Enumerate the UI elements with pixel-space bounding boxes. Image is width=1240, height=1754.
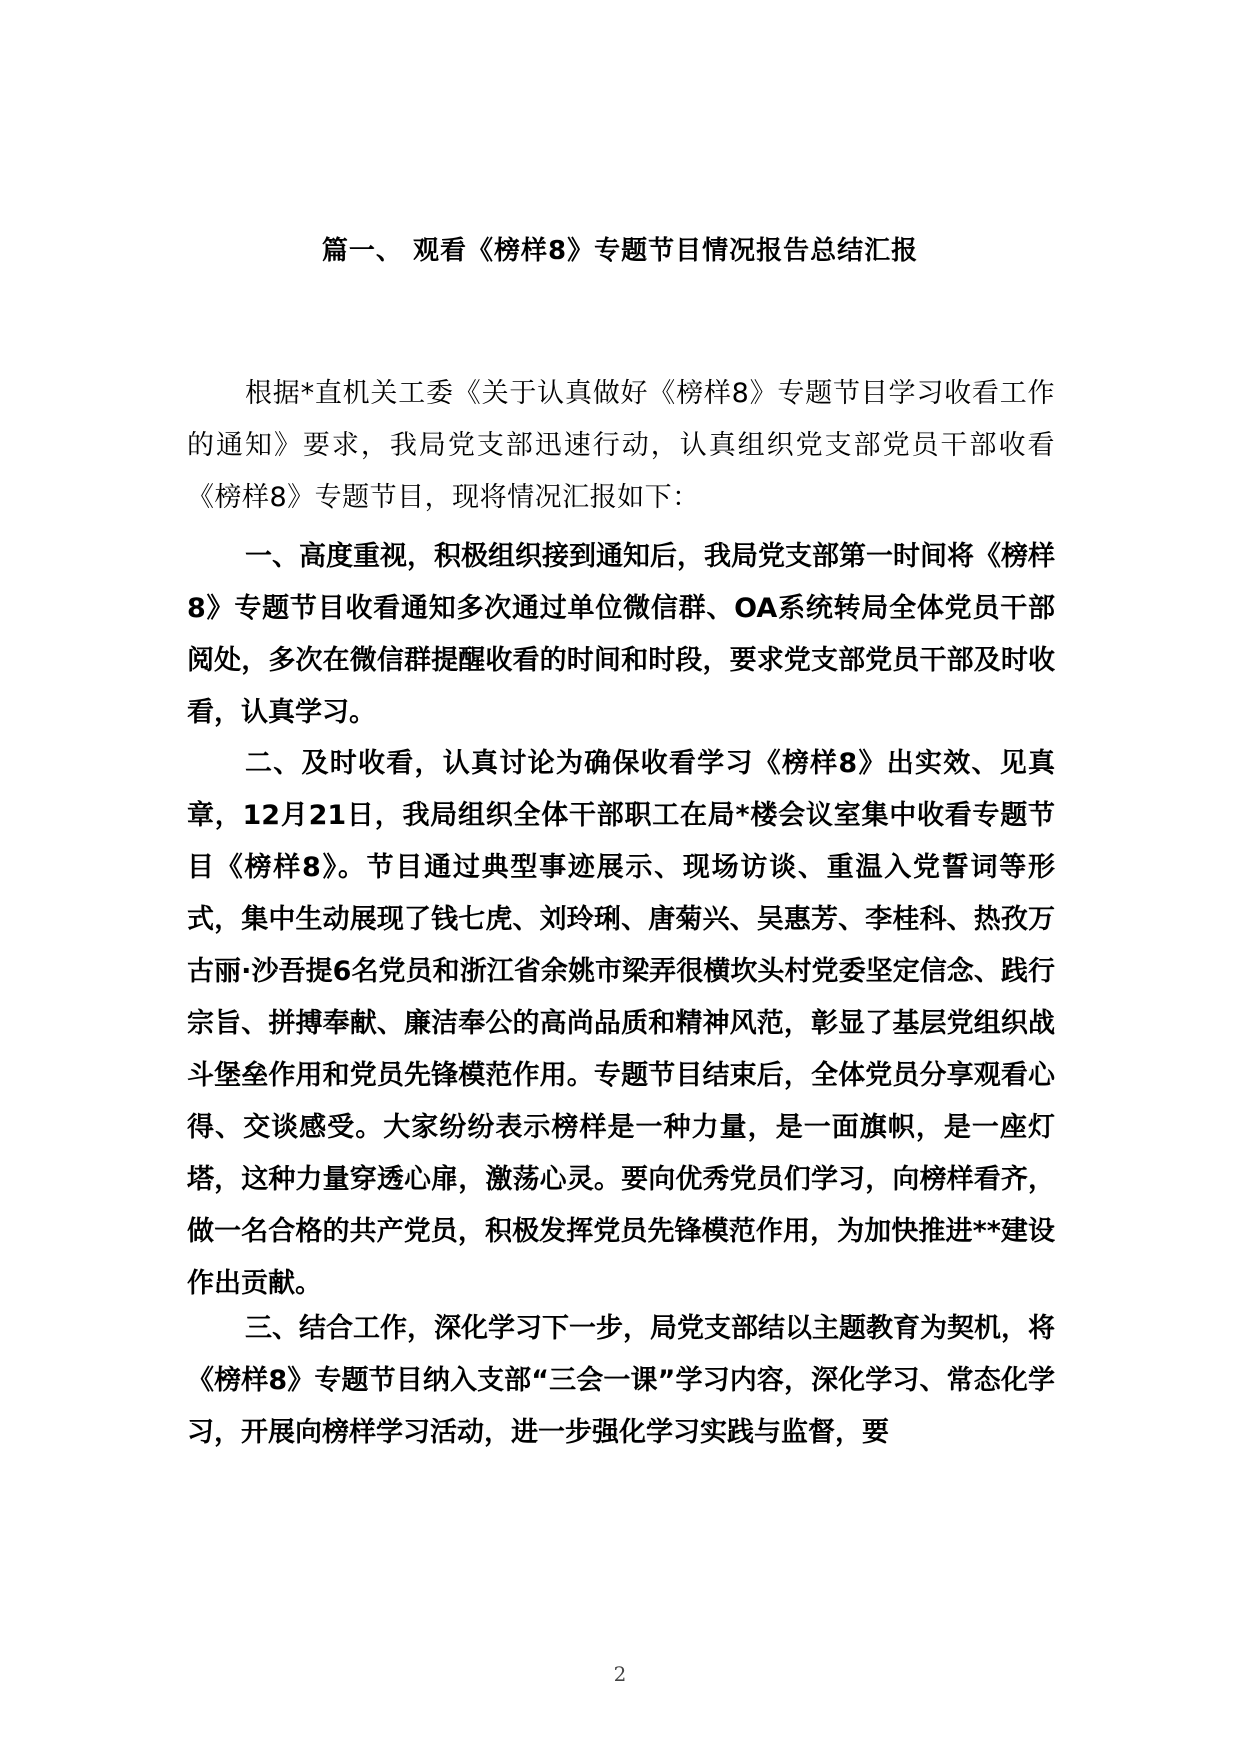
page-number: 2 (613, 1662, 627, 1686)
paragraph-intro: 根据*直机关工委《关于认真做好《榜样8》专题节目学习收看工作的通知》要求，我局党支部迅速行动，认真组织党支部党员干部收看《榜样8》专题节目，现将情况汇报如下： (187, 378, 1055, 513)
paragraph-section-2: 二、及时收看，认真讨论为确保收看学习《榜样8》出实效、见真章，12月21日，我局组织全体干部职工在局*楼会议室集中收看专题节目《榜样8》。节目通过典型事迹展示、现场访谈、重温入党誓词等形式，集中生动展现了钱七虎、刘玲琍、唐菊兴、吴惠芳、李桂科、热孜万古丽·沙吾提6名党员和浙江省余姚市梁弄很横坎头村党委坚定信念、践行宗旨、拼搏奉献、廉洁奉公的高尚品质和精神风范，彰显了基层党组织战斗堡垒作用和党员先锋模范作用。专题节目结束后，全体党员分享观看心得、交谈感受。大家纷纷表示榜样是一种力量，是一面旗帜，是一座灯塔，这种力量穿透心扉，激荡心灵。要向优秀党员们学习，向榜样看齐，做一名合格的共产党员，积极发挥党员先锋模范作用，为加快推进**建设作出贡献。 (187, 748, 1055, 1299)
document-title: 篇一、 观看《榜样8》专题节目情况报告总结汇报 (321, 236, 919, 266)
paragraph-section-3: 三、结合工作，深化学习下一步，局党支部结以主题教育为契机，将《榜样8》专题节目纳入支部“三会一课”学习内容，深化学习、常态化学习，开展向榜样学习活动，进一步强化学习实践与监督，要 (187, 1313, 1055, 1448)
paragraph-section-1: 一、高度重视，积极组织接到通知后，我局党支部第一时间将《榜样8》专题节目收看通知多次通过单位微信群、OA系统转局全体党员干部阅处，多次在微信群提醒收看的时间和时段，要求党支部党员干部及时收看，认真学习。 (187, 541, 1055, 728)
